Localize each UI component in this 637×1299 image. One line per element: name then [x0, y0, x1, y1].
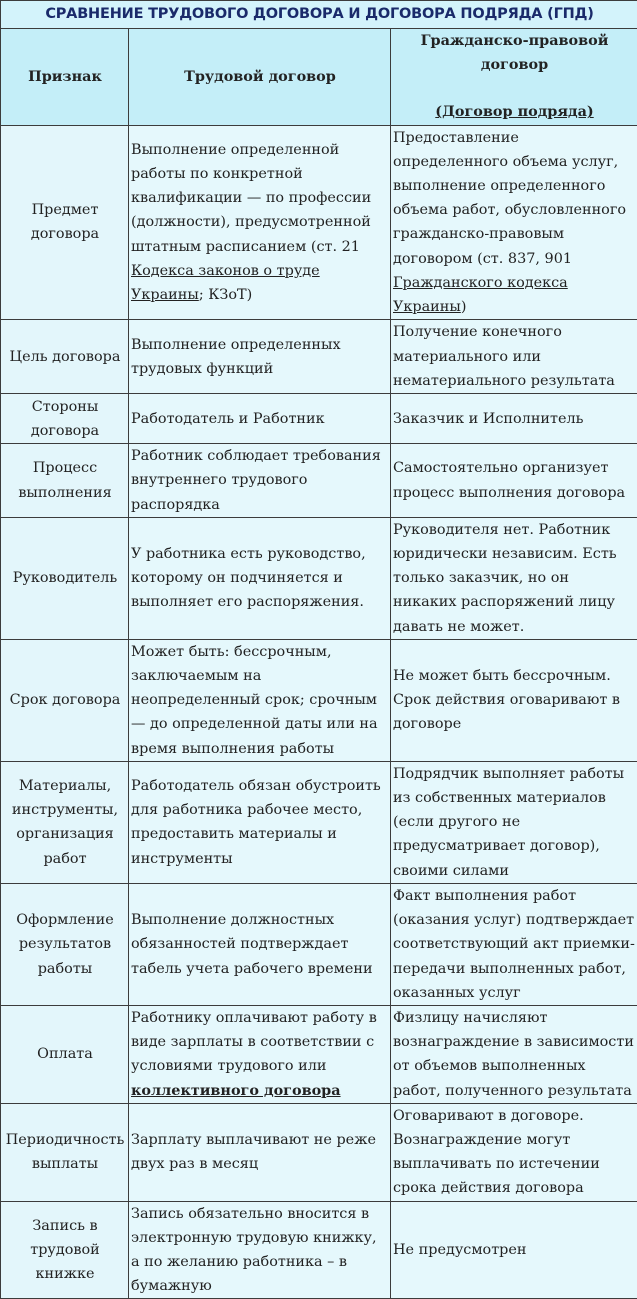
- row-labor-cell: [129, 1005, 391, 1103]
- row-feature: Материалы, инструменты, организация работ: [1, 761, 129, 883]
- row-feature: Запись в трудовой книжке: [1, 1201, 129, 1299]
- row-civil-cell: Самостоятельно организует процесс выполнения договора: [391, 444, 637, 518]
- table-row: [1, 320, 637, 394]
- row-labor-cell: Выполнение должностных обязанностей подтверждает табель учета рабочего времени: [129, 883, 391, 1005]
- row-labor-cell: Запись обязательно вносится в электронную трудовую книжку, а по желанию работника – в бумажную: [129, 1201, 391, 1299]
- civil-code-link[interactable]: Гражданского кодекса Украины: [393, 275, 568, 315]
- title-row: [1, 1, 637, 29]
- row-labor-cell: [129, 125, 391, 320]
- cell-text: Работнику оплачивают работу в виде зарплаты в соответствии с условиями трудового или: [131, 1010, 377, 1074]
- header-feature: Признак: [1, 29, 129, 126]
- header-row: [1, 29, 637, 126]
- table-row: [1, 394, 637, 444]
- table-row: [1, 125, 637, 320]
- table-title: СРАВНЕНИЕ ТРУДОВОГО ДОГОВОРА И ДОГОВОРА ПОДРЯДА (ГПД): [1, 1, 637, 29]
- row-labor-cell: Выполнение определенных трудовых функций: [129, 320, 391, 394]
- row-labor-cell: Работник соблюдает требования внутреннего трудового распорядка: [129, 444, 391, 518]
- row-civil-cell: Заказчик и Исполнитель: [391, 394, 637, 444]
- row-feature: Стороны договора: [1, 394, 129, 444]
- header-civil-line2-link[interactable]: (Договор подряда): [393, 100, 636, 124]
- table-row: [1, 883, 637, 1005]
- row-civil-cell: Физлицу начисляют вознаграждение в зависимости от объемов выполненных работ, полученного результата: [391, 1005, 637, 1103]
- row-civil-cell: Факт выполнения работ (оказания услуг) подтверждает соответствующий акт приемки-передачи выполненных работ, оказанных услуг: [391, 883, 637, 1005]
- row-feature: Цель договора: [1, 320, 129, 394]
- cell-text: ; КЗоТ): [199, 287, 252, 303]
- cell-text: Предоставление определенного объема услуг, выполнение определенного объема работ, обусловленного гражданско-правовым договором (ст. 837, 901: [393, 130, 626, 267]
- table-row: [1, 444, 637, 518]
- row-civil-cell: Оговаривают в договоре. Вознаграждение могут выплачивать по истечении срока действия договора: [391, 1103, 637, 1201]
- row-labor-cell: Работодатель и Работник: [129, 394, 391, 444]
- labor-code-link[interactable]: Кодекса законов о труде Украины: [131, 263, 320, 303]
- row-feature: Оформление результатов работы: [1, 883, 129, 1005]
- header-labor-contract: Трудовой договор: [129, 29, 391, 126]
- table-row: [1, 639, 637, 761]
- collective-agreement-link[interactable]: коллективного договора: [131, 1082, 341, 1099]
- row-civil-cell: Руководителя нет. Работник юридически независим. Есть только заказчик, но он никаких распоряжений лицу давать не может.: [391, 517, 637, 639]
- table-row: [1, 1103, 637, 1201]
- table-row: [1, 1005, 637, 1103]
- row-labor-cell: Зарплату выплачивают не реже двух раз в месяц: [129, 1103, 391, 1201]
- row-civil-cell: Не предусмотрен: [391, 1201, 637, 1299]
- row-labor-cell: Работодатель обязан обустроить для работника рабочее место, предоставить материалы и инструменты: [129, 761, 391, 883]
- row-feature: Предмет договора: [1, 125, 129, 320]
- header-civil-contract: [391, 29, 637, 126]
- row-feature: Периодичность выплаты: [1, 1103, 129, 1201]
- header-civil-line1: Гражданско-правовой договор: [421, 32, 609, 73]
- table-row: [1, 761, 637, 883]
- row-feature: Срок договора: [1, 639, 129, 761]
- table-row: [1, 517, 637, 639]
- row-civil-cell: Получение конечного материального или нематериального результата: [391, 320, 637, 394]
- row-civil-cell: [391, 125, 637, 320]
- row-civil-cell: Подрядчик выполняет работы из собственных материалов (если другого не предусматривает договор), своими силами: [391, 761, 637, 883]
- row-feature: Процесс выполнения: [1, 444, 129, 518]
- row-feature: Руководитель: [1, 517, 129, 639]
- row-labor-cell: У работника есть руководство, которому он подчиняется и выполняет его распоряжения.: [129, 517, 391, 639]
- row-civil-cell: Не может быть бессрочным. Срок действия оговаривают в договоре: [391, 639, 637, 761]
- cell-text: ): [461, 299, 467, 315]
- row-feature: Оплата: [1, 1005, 129, 1103]
- table-row: [1, 1201, 637, 1299]
- row-labor-cell: Может быть: бессрочным, заключаемым на неопределенный срок; срочным — до определенной даты или на время выполнения работы: [129, 639, 391, 761]
- cell-text: Выполнение определенной работы по конкретной квалификации — по профессии (должности), предусмотренной штатным расписанием (ст. 21: [131, 142, 371, 255]
